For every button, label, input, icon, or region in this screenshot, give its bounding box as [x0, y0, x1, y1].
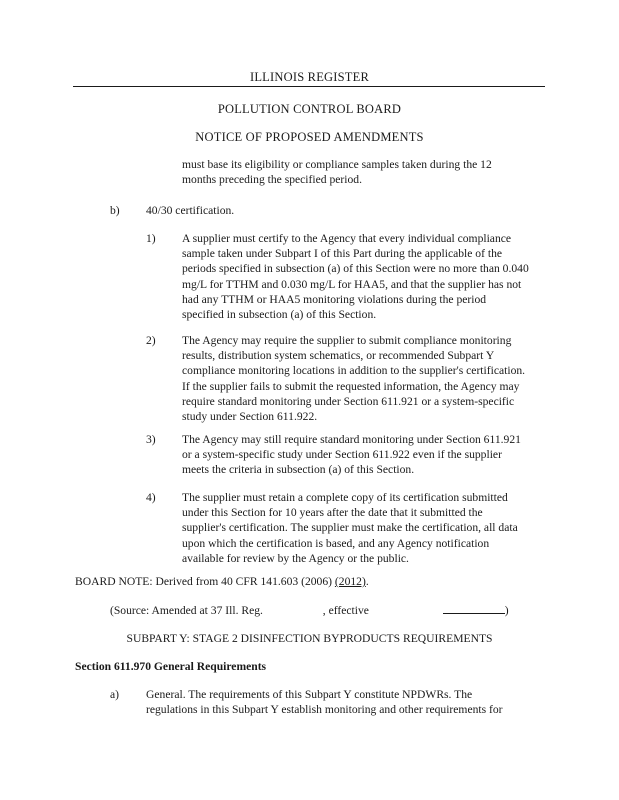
source-line: [110, 603, 530, 618]
text-line: periods specified in subsection (a) of this Section were no more than 0.040: [182, 262, 529, 276]
text-line: had any TTHM or HAA5 monitoring violations during the period: [182, 292, 487, 306]
text-line: results, distribution system schematics, or recommended Subpart Y: [182, 349, 495, 363]
text-line: or a system-specific study under Section 611.922 even if the supplier: [182, 448, 502, 462]
subpart-heading: SUBPART Y: STAGE 2 DISINFECTION BYPRODUCTS REQUIREMENTS: [126, 632, 493, 645]
subsection-text: [146, 687, 503, 717]
board-note-text: BOARD NOTE: Derived from 40 CFR 141.603: [75, 575, 302, 588]
text-line: specified in subsection (a) of this Section.: [182, 308, 377, 322]
text-line: regulations in this Subpart Y establish monitoring and other requirements for: [146, 703, 503, 717]
section-heading: Section 611.970 General Requirements: [75, 660, 267, 673]
subsection-title: 40/30 certification.: [146, 204, 235, 217]
text-line: The supplier must retain a complete copy of its certification submitted: [182, 491, 508, 504]
item-text: [182, 231, 529, 322]
text-line: meets the criteria in subsection (a) of this Section.: [182, 463, 415, 477]
continuation-text: [182, 157, 492, 187]
subsection-label: b): [110, 204, 120, 217]
item-label: 3): [146, 433, 156, 446]
text-line: months preceding the specified period.: [182, 173, 362, 187]
board-note: [75, 574, 369, 589]
item-label: 4): [146, 491, 156, 504]
notice-title: NOTICE OF PROPOSED AMENDMENTS: [195, 130, 424, 144]
text-line: mg/L for TTHM and 0.030 mg/L for HAA5, and that the supplier has not: [182, 277, 522, 291]
board-note-added: (2012): [334, 575, 366, 588]
text-line: upon which the certification is based, and any Agency notification: [182, 536, 490, 550]
text-line: The Agency may require the supplier to submit compliance monitoring: [182, 334, 512, 347]
item-text: [182, 490, 518, 566]
text-line: General. The requirements of this Subpart Y constitute NPDWRs. The: [146, 688, 473, 701]
text-line: must base its eligibility or compliance samples taken during the 12: [182, 158, 492, 171]
subsection-label: a): [110, 688, 120, 701]
text-line: supplier's certification. The supplier must make the certification, all data: [182, 521, 518, 535]
text-line: study under Section 611.922.: [182, 410, 318, 424]
text-line: require standard monitoring under Section 611.921 or a system-specific: [182, 394, 515, 408]
text-line: under this Section for 10 years after the date that it submitted the: [182, 506, 483, 520]
header-rule: [73, 86, 545, 87]
text-line: A supplier must certify to the Agency that every individual compliance: [182, 232, 512, 245]
source-close: ): [504, 604, 509, 617]
item-label: 2): [146, 334, 156, 347]
board-title: POLLUTION CONTROL BOARD: [217, 102, 402, 116]
board-note-suffix: .: [365, 575, 369, 588]
source-date-blank: [443, 613, 505, 614]
text-line: The Agency may still require standard monitoring under Section 611.921: [182, 433, 521, 446]
register-title: ILLINOIS REGISTER: [249, 70, 369, 84]
text-line: If the supplier fails to submit the requested information, the Agency may: [182, 379, 520, 393]
board-note-struck: (2006): [301, 575, 332, 588]
text-line: sample taken under Subpart I of this Part during the applicable of the: [182, 247, 503, 261]
item-text: [182, 432, 521, 478]
text-line: compliance monitoring locations in addition to the supplier's certification.: [182, 364, 526, 378]
source-effective: , effective: [322, 604, 369, 617]
item-label: 1): [146, 232, 156, 245]
item-text: [182, 333, 525, 424]
text-line: available for review by the Agency or the public.: [182, 551, 409, 565]
source-prefix: (Source: Amended at 37 Ill. Reg.: [110, 604, 263, 617]
